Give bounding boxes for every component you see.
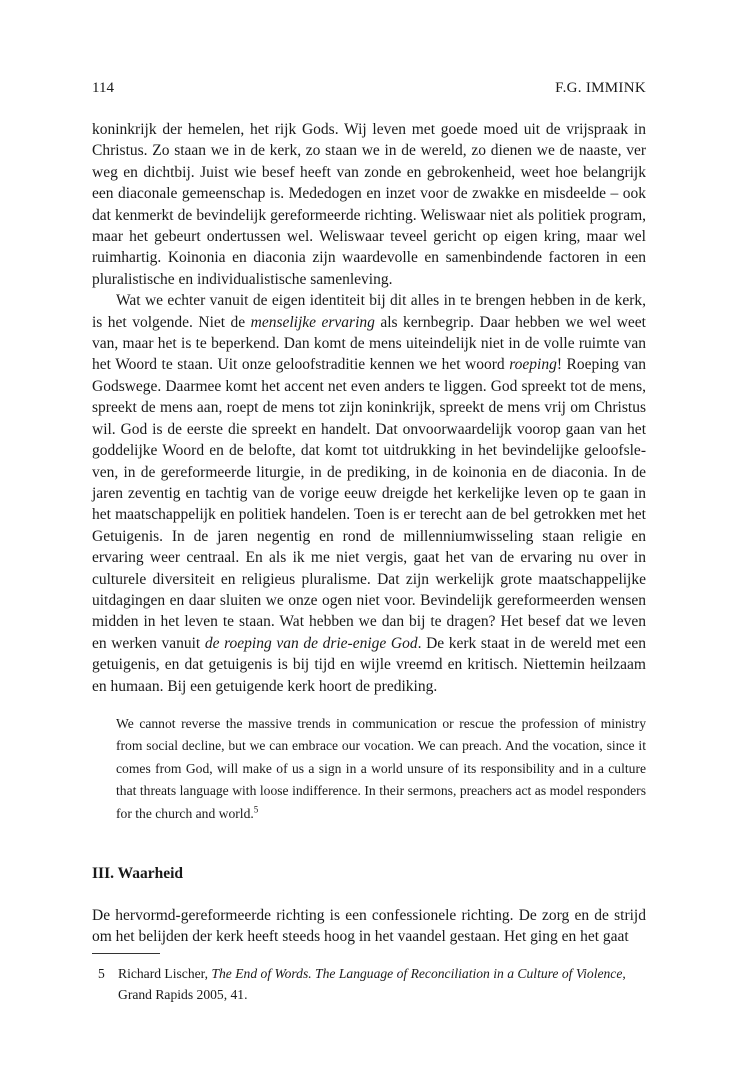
- paragraph-2-part-3: ! Roeping van Godswege. Daarmee komt het accent net even anders te liggen. God spreekt tot de mens, spreekt de mens aan, roept de mens tot zijn koninkrijk, spreekt de mens vrij om Christus wil. God is de eerste die spreekt en handelt. Dat onvoorwaardelijk voorop gaan van het goddelijke Woord en de belofte, dat komt tot uitdrukking in het bevindelijke geloofsleven, in de gereformeerde liturgie, in de prediking, in de koinonia en de diaconia. In de jaren zeventig en tachtig van de vorige eeuw dreigde het kerkelijke leven op te gaan in het maatschappelijk en politiek handelen. Toen is er terecht aan de bel getrokken met het Getuigenis. In de jaren negentig en rond de millenniumwisseling staan religie en ervaring weer centraal. En als ik me niet vergis, gaat het van de ervaring nu over in culturele diversiteit en religieus pluralisme. Dat zijn werkelijk grote maatschappelijke uitdagingen en daar sluiten we onze ogen niet voor. Bevindelijk gereformeerden wensen midden in het leven te staan. Wat hebben we dan bij te dragen? Het besef dat we leven en werken vanuit: [92, 356, 646, 652]
- footnote-rest: , Grand Rapids 2005, 41.: [118, 966, 626, 1002]
- footnote-title: The End of Words. The Language of Reconciliation in a Culture of Violence: [211, 966, 623, 981]
- footnote-divider: [92, 953, 160, 954]
- paragraph-3: De hervormd-gereformeerde richting is een confessionele richting. De zorg en de strijd om het belijden der kerk heeft steeds hoog in het vaandel gestaan. Het ging en het gaat: [92, 907, 646, 946]
- page-number: 114: [92, 80, 114, 96]
- paragraph-2-part-2: als kernbegrip. Daar hebben we wel weet van, maar het is te beperkend. Dan komt de mens uiteindelijk niet in de volle ruimte van het Woord te staan. Uit onze geloofstraditie kennen we het woord: [92, 313, 646, 374]
- quote-text: We cannot reverse the massive trends in communication or rescue the profession of ministry from social decline, but we can embrace our vocation. We can preach. And the vocation, since it comes from God, will make of us a sign in a world unsure of its responsibility and in a culture that threats language with loose indifference. In their sermons, preachers act as model responders for the church and world.: [116, 715, 646, 821]
- footnote-author: Richard Lischer,: [118, 966, 212, 981]
- paragraph-2-part-4: . De kerk staat in de wereld met een getuigenis, en dat getuigenis is bij tijd en wijle vreemd en kritisch. Niettemin heilzaam en humaan. Bij een getuigende kerk hoort de prediking.: [92, 634, 646, 695]
- body-text: [92, 119, 646, 948]
- emphasis-roeping-drie-enige-god: de roeping van de drie-enige God: [204, 634, 418, 652]
- section-heading: III. Waarheid: [92, 865, 184, 882]
- block-quote: [116, 713, 646, 825]
- paragraph-2-part-1: Wat we echter vanuit de eigen identiteit bij dit alles in te brengen hebben in de kerk, is het volgende. Niet de: [92, 292, 646, 331]
- footnote-text: [118, 963, 646, 1005]
- paragraph-2: [92, 290, 646, 697]
- emphasis-roeping: roeping: [509, 356, 557, 374]
- emphasis-menselijke-ervaring: menselijke ervaring: [250, 313, 375, 331]
- footnote-number: 5: [98, 966, 105, 981]
- footnote: [92, 963, 646, 1005]
- footnote-reference[interactable]: 5: [253, 804, 259, 815]
- paragraph-1: koninkrijk der hemelen, het rijk Gods. Wij leven met goede moed uit de vrijspraak in Christus. Zo staan we in de kerk, zo staan we in de wereld, zo dienen we de naaste, ver weg en dichtbij. Juist wie besef heeft van zonde en gebrokenheid, weet hoe belangrijk een diaconale gemeenschap is. Mededogen en inzet voor de zwakke en misdeelde – ook dat kenmerkt de bevindelijk gereformeerde richting. Weliswaar niet als politiek program, maar het gebeurt ondertussen wel. Weliswaar teveel gericht op eigen kring, maar wel ruimhartig. Koinonia en diaconia zijn waardevolle en samenbindende factoren in een pluralistische en individualistische samenleving.: [92, 121, 646, 288]
- running-head: F.G. IMMINK: [555, 80, 646, 96]
